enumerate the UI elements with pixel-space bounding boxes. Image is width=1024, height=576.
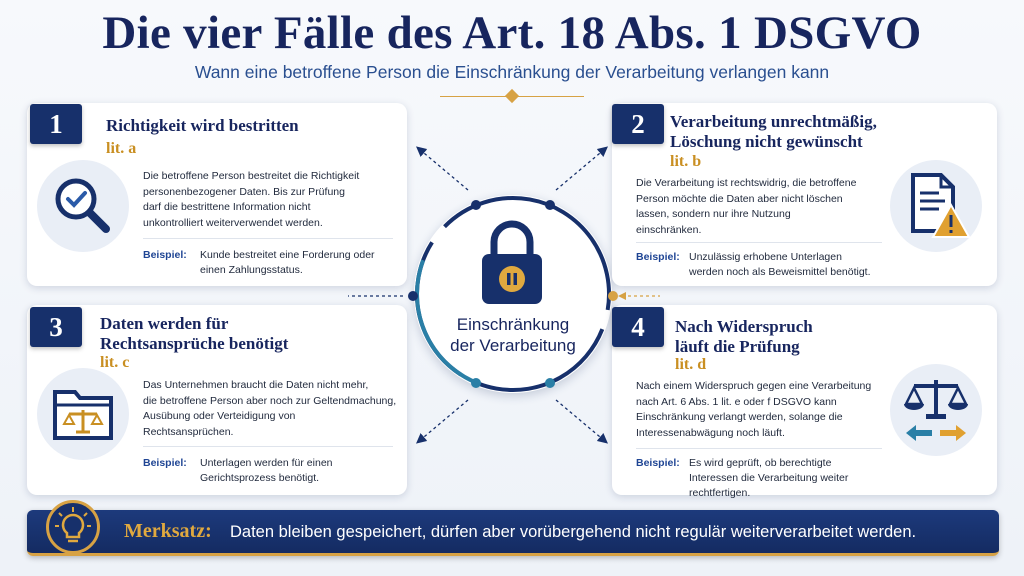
page-title: Die vier Fälle des Art. 18 Abs. 1 DSGVO	[102, 7, 922, 59]
case-icon-circle-2	[890, 160, 982, 252]
magnifier-check-icon	[48, 171, 118, 241]
case-lit-4: lit. d	[675, 356, 707, 373]
case-title-3: Daten werden für Rechtsansprüche benötigt	[100, 314, 289, 353]
center-label	[430, 314, 596, 356]
center-label-line1: Einschränkung	[456, 315, 570, 334]
case-number-2: 2	[612, 104, 664, 144]
folder-scales-icon	[47, 378, 119, 450]
case-icon-circle-1	[37, 160, 129, 252]
summary-bulb-circle	[46, 500, 100, 554]
case-example-4: Beispiel: Es wird geprüft, ob berechtigte Interessen die Verarbeitung weiter rechtfertigen.	[636, 457, 849, 499]
case-lit-1: lit. a	[106, 140, 137, 157]
case-separator-1	[143, 238, 393, 239]
connector-3	[418, 400, 468, 442]
case-lit-3: lit. c	[100, 354, 130, 371]
case-separator-3	[143, 446, 393, 447]
summary-label: Merksatz:	[124, 520, 212, 542]
case-number-4: 4	[612, 307, 664, 347]
connector-1	[418, 148, 468, 190]
case-title-1: Richtigkeit wird bestritten	[106, 116, 299, 135]
case-icon-circle-4	[890, 364, 982, 456]
case-example-1: Beispiel: Kunde bestreitet eine Forderung oder einen Zahlungsstatus.	[143, 249, 375, 276]
summary-text: Daten bleiben gespeichert, dürfen aber vorübergehend nicht regulär weiterverarbeitet werden.	[230, 523, 917, 541]
connector-4	[556, 400, 606, 442]
case-lit-2: lit. b	[670, 153, 702, 170]
case-description-2: Die Verarbeitung ist rechtswidrig, die betroffene Person möchte die Daten aber nicht löschen lassen, sondern nur ihre Nutzung einschränken.	[636, 177, 857, 236]
page-subtitle: Wann eine betroffene Person die Einschränkung der Verarbeitung verlangen kann	[194, 62, 830, 82]
case-title-2: Verarbeitung unrechtmäßig, Löschung nicht gewünscht	[670, 112, 877, 151]
case-number-1: 1	[30, 104, 82, 144]
scales-arrows-icon	[898, 372, 974, 448]
case-description-3: Das Unternehmen braucht die Daten nicht mehr, die betroffene Person aber noch zur Geltendmachung, Ausübung oder Verteidigung von Rechtsansprüchen.	[143, 379, 397, 438]
case-separator-2	[636, 242, 882, 243]
lock-icon	[478, 218, 546, 308]
case-icon-circle-3	[37, 368, 129, 460]
case-separator-4	[636, 448, 882, 449]
connector-2	[556, 148, 606, 190]
case-number-3: 3	[30, 307, 82, 347]
document-warning-icon	[899, 169, 973, 243]
case-example-2: Beispiel: Unzulässig erhobene Unterlagen werden noch als Beweismittel benötigt.	[636, 251, 871, 278]
case-example-3: Beispiel: Unterlagen werden für einen Gerichtsprozess benötigt.	[143, 457, 333, 484]
case-description-1: Die betroffene Person bestreitet die Richtigkeit personenbezogener Daten. Bis zur Prüfung darf die bestrittene Information nicht unkontrolliert weiterverwendet werden.	[143, 170, 360, 229]
center-label-line2: der Verarbeitung	[450, 336, 576, 355]
case-description-4: Nach einem Widerspruch gegen eine Verarbeitung nach Art. 6 Abs. 1 lit. e oder f DSGVO kann Einschränkung verlangt werden, solange die Interessenabwägung noch läuft.	[636, 380, 872, 439]
lightbulb-icon	[49, 503, 97, 551]
case-title-4: Nach Widerspruch läuft die Prüfung	[675, 317, 813, 356]
